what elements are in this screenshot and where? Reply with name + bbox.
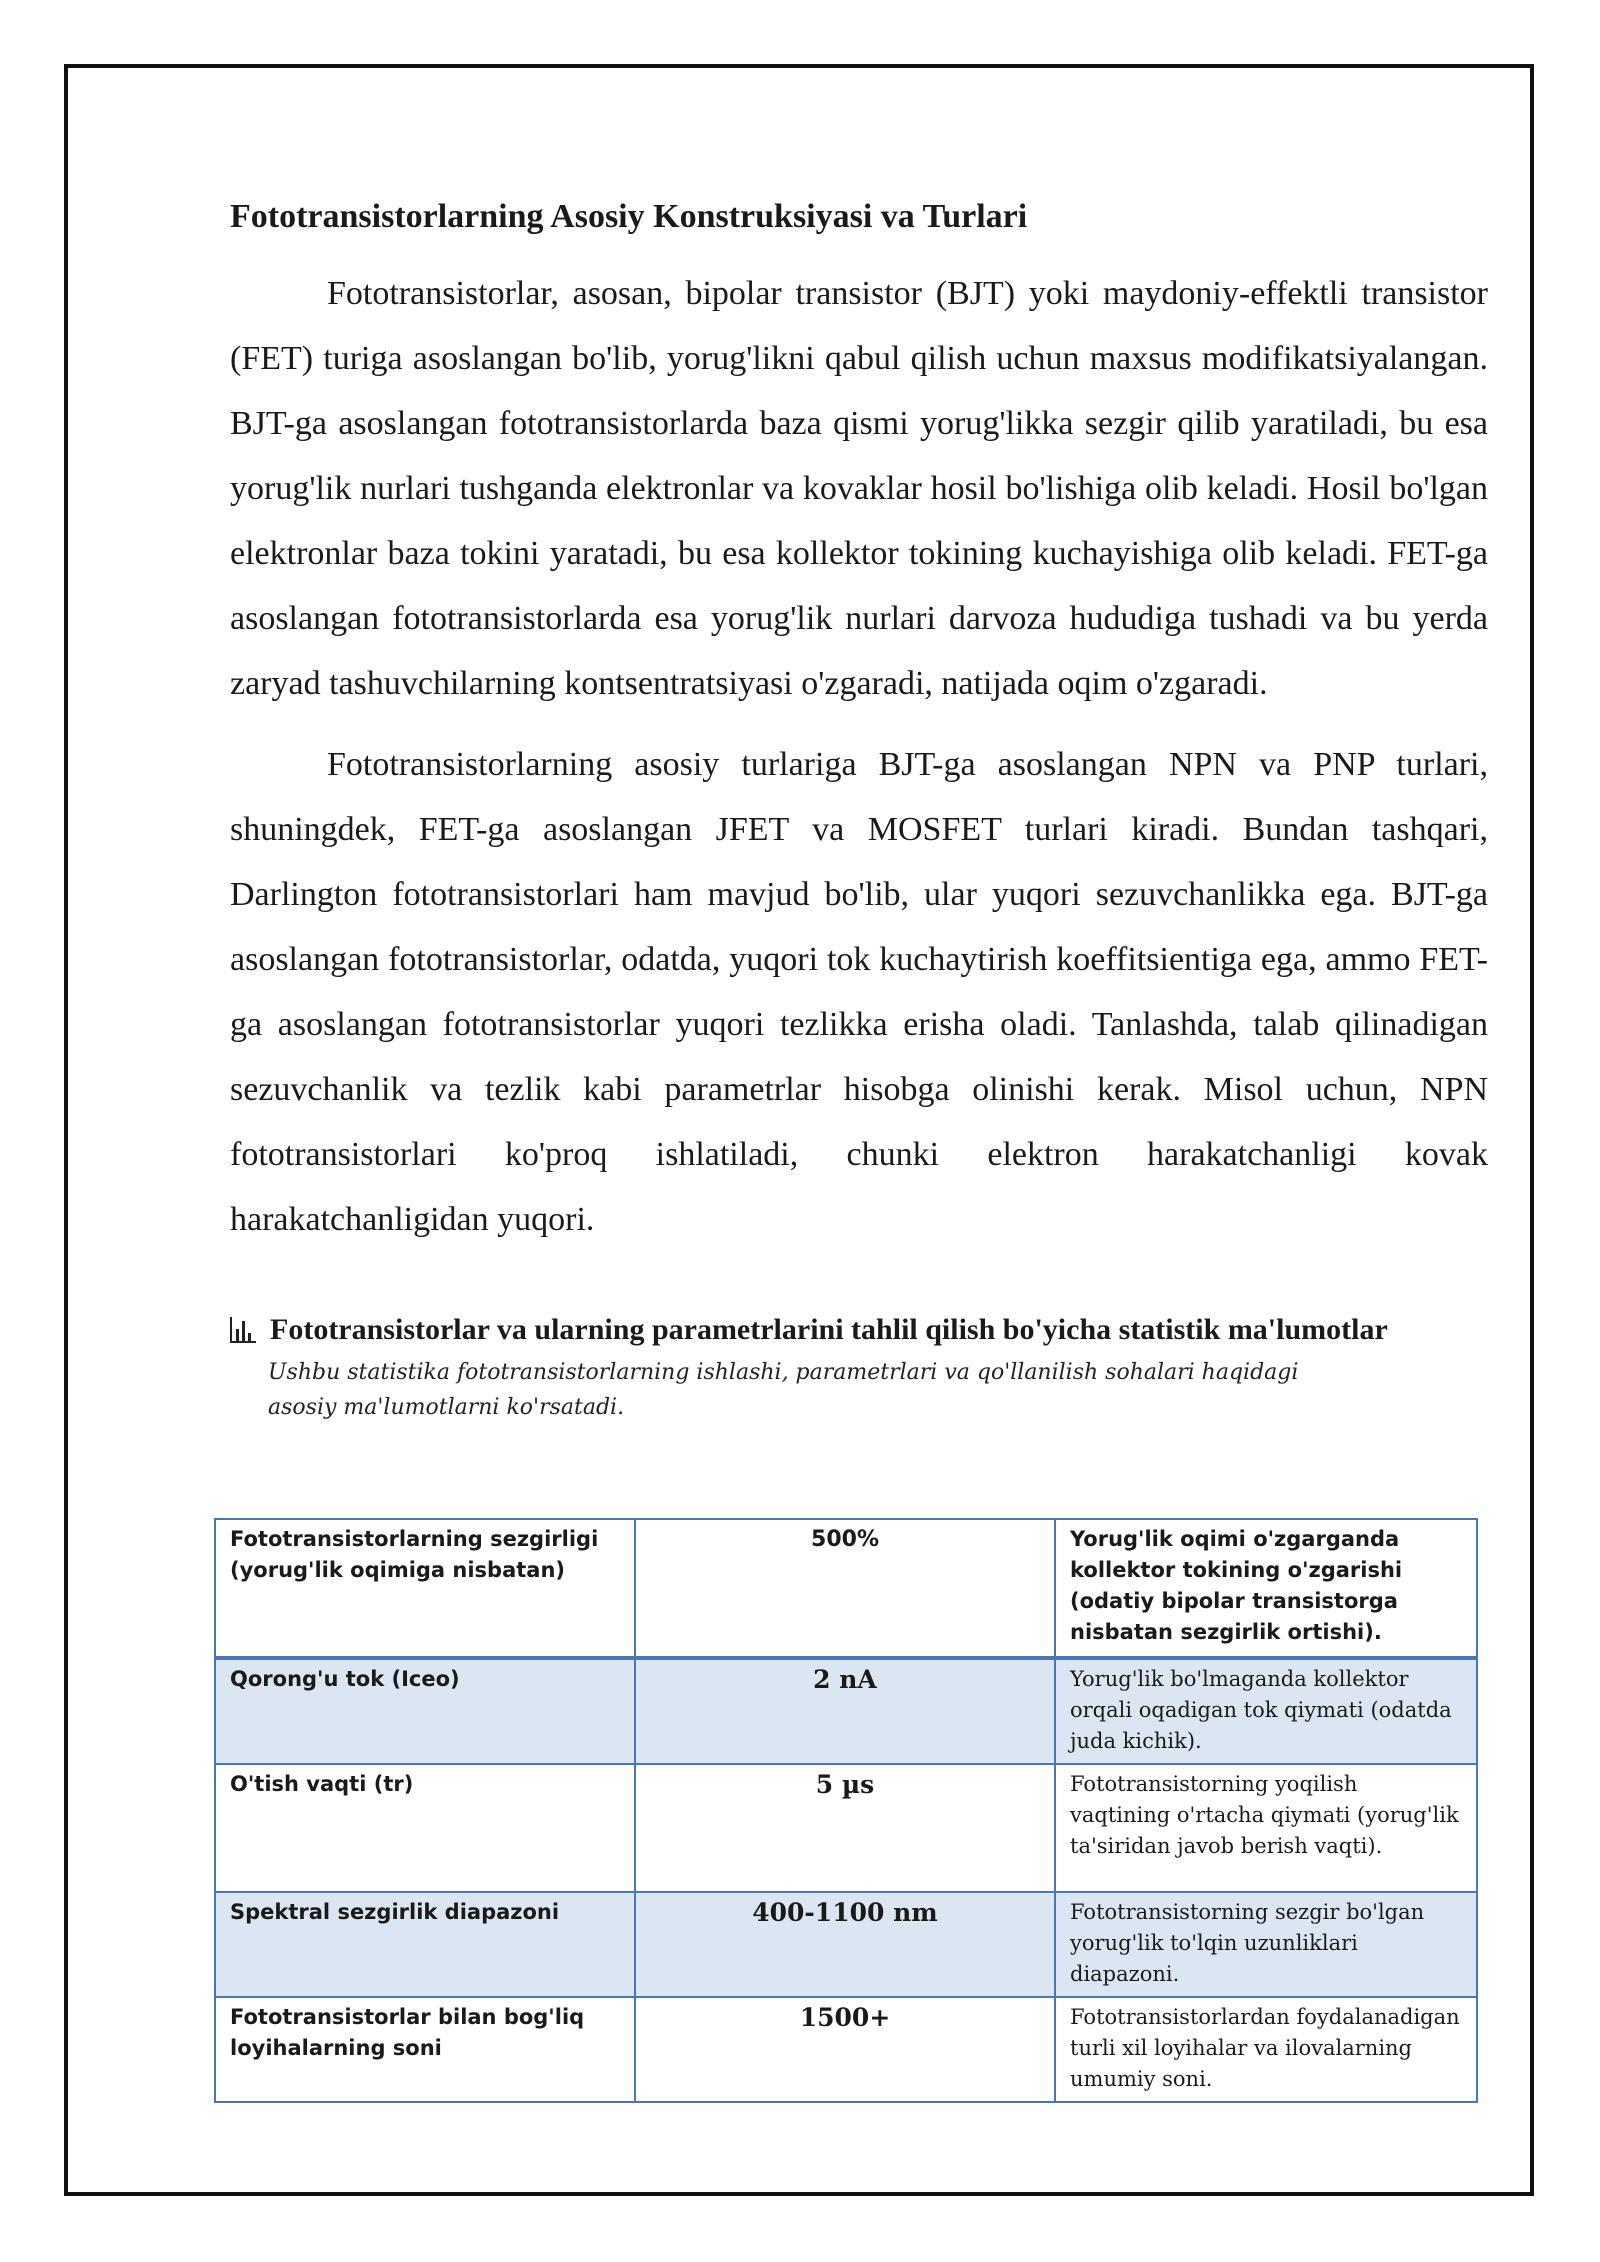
table-row	[215, 1519, 1477, 1658]
table-row	[215, 1997, 1477, 2102]
table-row	[215, 1658, 1477, 1764]
row-label: Fototransistorlarning sezgirligi (yorug'lik oqimiga nisbatan)	[215, 1519, 635, 1658]
row-label: Fototransistorlar bilan bog'liq loyihalarning soni	[215, 1997, 635, 2102]
row-label: Spektral sezgirlik diapazoni	[215, 1892, 635, 1997]
row-value: 2 nA	[635, 1658, 1055, 1764]
stats-title: Fototransistorlar va ularning parametrlarini tahlil qilish bo'yicha statistik ma'lumotlar	[270, 1313, 1388, 1347]
row-value: 1500+	[635, 1997, 1055, 2102]
section-heading: Fototransistorlarning Asosiy Konstruksiyasi va Turlari	[230, 198, 1028, 235]
stats-subtitle: Ushbu statistika fototransistorlarning ishlashi, parametrlari va qo'llanilish sohalari haqidagi asosiy ma'lumotlarni ko'rsatadi.	[268, 1360, 1299, 1421]
table-row	[215, 1892, 1477, 1997]
paragraph-1: Fototransistorlar, asosan, bipolar transistor (BJT) yoki maydoniy-effektli transistor (FET) turiga asoslangan bo'lib, yorug'likni qabul qilish uchun maxsus modifikatsiyalangan. BJT-ga asoslangan fototransistorlarda baza qismi yorug'likka sezgir qilib yaratiladi, bu esa yorug'lik nurlari tushganda elektronlar va kovaklar hosil bo'lishiga olib keladi. Hosil bo'lgan elektronlar baza tokini yaratadi, bu esa kollektor tokining kuchayishiga olib keladi. FET-ga asoslangan fototransistorlarda esa yorug'lik nurlari darvoza hududiga tushadi va bu yerda zaryad tashuvchilarning kontsentratsiyasi o'zgaradi, natijada oqim o'zgaradi.	[230, 275, 1488, 703]
stats-heading	[230, 1310, 1488, 1349]
bar-chart-icon	[230, 1317, 256, 1343]
stats-table	[214, 1518, 1478, 2103]
row-description: Fototransistorning yoqilish vaqtining o'rtacha qiymati (yorug'lik ta'siridan javob berish vaqti).	[1055, 1764, 1477, 1892]
row-value: 400-1100 nm	[635, 1892, 1055, 1997]
document-body	[230, 195, 1488, 1425]
row-label: Qorong'u tok (Iceo)	[215, 1658, 635, 1764]
row-description: Fototransistorlardan foydalanadigan turli xil loyihalar va ilovalarning umumiy soni.	[1055, 1997, 1477, 2102]
paragraph-2: Fototransistorlarning asosiy turlariga BJT-ga asoslangan NPN va PNP turlari, shuningdek, FET-ga asoslangan JFET va MOSFET turlari kiradi. Bundan tashqari, Darlington fototransistorlari ham mavjud bo'lib, ular yuqori sezuvchanlikka ega. BJT-ga asoslangan fototransistorlar, odatda, yuqori tok kuchaytirish koeffitsientiga ega, ammo FET-ga asoslangan fototransistorlar yuqori tezlikka erisha oladi. Tanlashda, talab qilinadigan sezuvchanlik va tezlik kabi parametrlar hisobga olinishi kerak. Misol uchun, NPN fototransistorlari ko'proq ishlatiladi, chunki elektron harakatchanligi kovak harakatchanligidan yuqori.	[230, 746, 1488, 1239]
row-description: Fototransistorning sezgir bo'lgan yorug'lik to'lqin uzunliklari diapazoni.	[1055, 1892, 1477, 1997]
row-value: 5 µs	[635, 1764, 1055, 1892]
row-description: Yorug'lik oqimi o'zgarganda kollektor tokining o'zgarishi (odatiy bipolar transistorga nisbatan sezgirlik ortishi).	[1055, 1519, 1477, 1658]
row-value: 500%	[635, 1519, 1055, 1658]
row-description: Yorug'lik bo'lmaganda kollektor orqali oqadigan tok qiymati (odatda juda kichik).	[1055, 1658, 1477, 1764]
table-row	[215, 1764, 1477, 1892]
row-label: O'tish vaqti (tr)	[215, 1764, 635, 1892]
